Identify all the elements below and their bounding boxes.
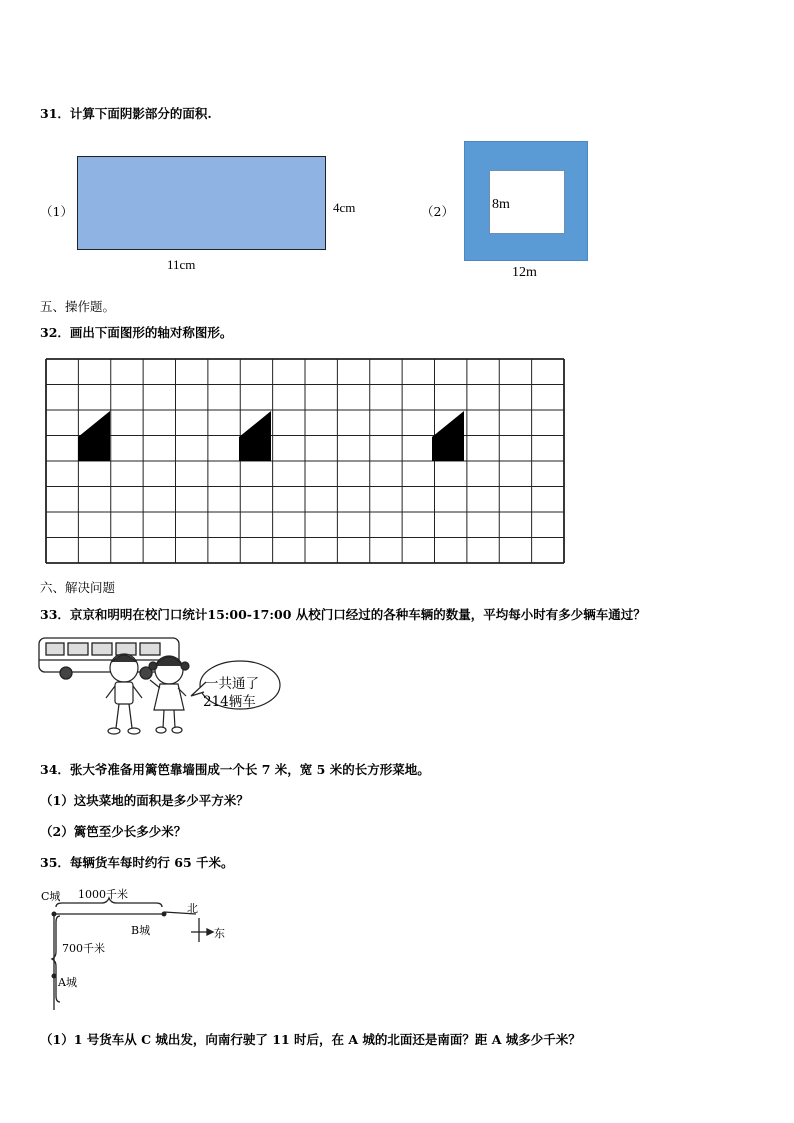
north-label: 北 (187, 902, 198, 915)
shape-2 (239, 411, 271, 461)
girl-icon (149, 656, 189, 733)
q31-fig2-label: （2） (421, 204, 454, 219)
q35-title: 35．每辆货车每时约行 65 千米。 (40, 855, 234, 870)
square-grid (44, 357, 566, 565)
q31-fig1-label: （1） (40, 204, 73, 219)
q32-title: 32．画出下面图形的轴对称图形。 (40, 325, 233, 340)
q34-title: 34．张大爷准备用篱笆靠墙围成一个长 7 米，宽 5 米的长方形菜地。 (40, 762, 430, 777)
boy-icon (106, 654, 142, 734)
compass-icon (191, 918, 213, 942)
bubble-text-line2: 214辆车 (203, 694, 256, 710)
outer-square-label: 12m (512, 265, 537, 280)
city-c-dot (52, 912, 57, 917)
section-five-heading: 五、操作题。 (40, 299, 116, 314)
distance-ca-label: 700千米 (62, 942, 105, 955)
shape-3 (432, 411, 464, 461)
q35-sub1: （1）1 号货车从 C 城出发，向南行驶了 11 时后，在 A 城的北面还是南面？距 A 城多少千米？ (40, 1032, 581, 1047)
city-a-dot (52, 974, 57, 979)
rect-height-label: 4cm (333, 200, 356, 215)
shaded-rectangle (77, 156, 326, 250)
section-six-heading: 六、解决问题 (40, 580, 116, 595)
city-c-label: C城 (41, 890, 61, 903)
distance-cb-label: 1000千米 (78, 888, 128, 901)
q34-sub1: （1）这块菜地的面积是多少平方米？ (40, 793, 249, 808)
rect-width-label: 11cm (167, 257, 196, 272)
q33-title: 33．京京和明明在校门口统计15:00-17:00 从校门口经过的各种车辆的数量，平均每小时有多少辆车通过？ (40, 607, 646, 622)
city-a-label: A城 (58, 976, 77, 989)
q31-title: 31．计算下面阴影部分的面积. (40, 106, 212, 121)
city-b-dot (162, 912, 167, 917)
bubble-text-line1: 一共通了 (205, 676, 259, 692)
east-label: 东 (214, 927, 225, 940)
q34-sub2: （2）篱笆至少长多少米？ (40, 824, 187, 839)
city-b-label: B城 (131, 924, 151, 937)
shaded-square-frame (464, 141, 588, 261)
inner-square-label: 8m (492, 197, 510, 212)
shape-1 (78, 411, 110, 461)
